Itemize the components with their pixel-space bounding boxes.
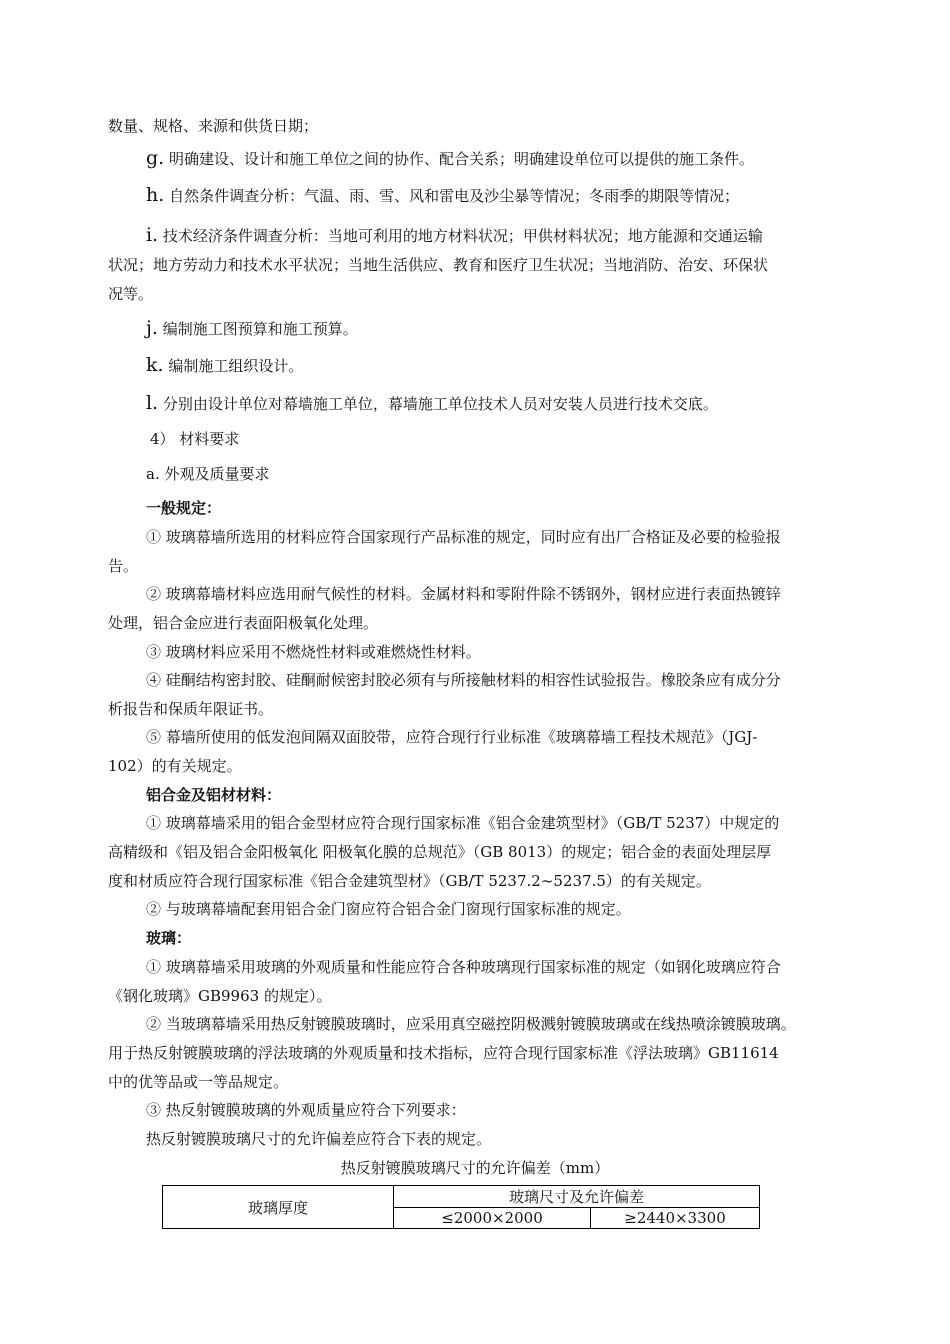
paragraph-line: 告。: [108, 557, 139, 575]
paragraph-line: ② 与玻璃幕墙配套用铝合金门窗应符合铝合金门窗现行国家标准的规定。: [146, 900, 631, 918]
paragraph-line: 析报告和保质年限证书。: [108, 700, 274, 718]
list-text: 自然条件调查分析：气温、雨、雪、风和雷电及沙尘暴等情况；冬雨季的期限等情况；: [169, 187, 740, 205]
paragraph-line: ③ 玻璃材料应采用不燃烧性材料或难燃烧性材料。: [146, 643, 481, 661]
list-item-l: [146, 393, 718, 414]
paragraph-line: 数量、规格、来源和供货日期；: [108, 117, 319, 135]
list-item-i: [146, 225, 763, 246]
list-marker: h.: [146, 184, 165, 206]
bold-heading-aluminum: 铝合金及铝材材料：: [146, 786, 282, 804]
paragraph-line: 度和材质应符合现行国家标准《铝合金建筑型材》（GB/T 5237.2~5237.5）的有关规定。: [108, 872, 711, 890]
paragraph-line: 中的优等品或一等品规定。: [108, 1073, 289, 1091]
list-text: 编制施工组织设计。: [168, 357, 304, 375]
list-text: 编制施工图预算和施工预算。: [162, 320, 358, 338]
paragraph-line: 热反射镀膜玻璃尺寸的允许偏差应符合下表的规定。: [146, 1130, 492, 1148]
table-header-thickness: 玻璃厚度: [163, 1186, 394, 1229]
table-caption: 热反射镀膜玻璃尺寸的允许偏差（mm）: [340, 1159, 610, 1177]
table-header-small: ≤2000×2000: [394, 1208, 591, 1229]
list-text: 技术经济条件调查分析：当地可利用的地方材料状况；甲供材料状况；地方能源和交通运输: [162, 227, 763, 245]
paragraph-line: 高精级和《铝及铝合金阳极氧化 阳极氧化膜的总规范》（GB 8013）的规定；铝合金的表面处理层厚: [108, 843, 772, 861]
list-marker: g.: [146, 147, 165, 169]
paragraph-line: ③ 热反射镀膜玻璃的外观质量应符合下列要求：: [146, 1101, 466, 1119]
paragraph-line: 102）的有关规定。: [108, 757, 242, 775]
paragraph-line: ② 当玻璃幕墙采用热反射镀膜玻璃时，应采用真空磁控阴极溅射镀膜玻璃或在线热喷涂镀膜玻璃。: [146, 1015, 796, 1033]
list-marker: i.: [146, 224, 159, 246]
section-heading: 4） 材料要求: [150, 430, 240, 448]
paragraph-line: 处理，铝合金应进行表面阳极氧化处理。: [108, 614, 379, 632]
paragraph-line: ② 玻璃幕墙材料应选用耐气候性的材料。金属材料和零附件除不锈钢外，钢材应进行表面热镀锌: [146, 585, 781, 603]
paragraph-line: 用于热反射镀膜玻璃的浮法玻璃的外观质量和技术指标，应符合现行国家标准《浮法玻璃》GB11614: [108, 1044, 779, 1062]
list-marker: j.: [146, 317, 158, 339]
table-header-large: ≥2440×3300: [591, 1208, 760, 1229]
paragraph-line: 况等。: [108, 285, 154, 303]
subsection-heading: a. 外观及质量要求: [146, 465, 270, 483]
bold-heading-general: 一般规定：: [146, 499, 222, 517]
list-marker: l.: [146, 392, 159, 414]
list-item-j: [146, 318, 358, 339]
paragraph-line: ① 玻璃幕墙采用玻璃的外观质量和性能应符合各种玻璃现行国家标准的规定（如钢化玻璃应符合: [146, 958, 781, 976]
list-item-g: [146, 148, 754, 169]
table-header-size-group: 玻璃尺寸及允许偏差: [394, 1186, 760, 1208]
list-text: 明确建设、设计和施工单位之间的协作、配合关系；明确建设单位可以提供的施工条件。: [168, 150, 754, 168]
list-item-h: [146, 185, 739, 206]
paragraph-line: ① 玻璃幕墙所选用的材料应符合国家现行产品标准的规定，同时应有出厂合格证及必要的检验报: [146, 528, 781, 546]
list-text: 分别由设计单位对幕墙施工单位，幕墙施工单位技术人员对安装人员进行技术交底。: [162, 395, 718, 413]
list-marker: k.: [146, 354, 164, 376]
bold-heading-glass: 玻璃：: [146, 929, 192, 947]
paragraph-line: 《钢化玻璃》GB9963 的规定）。: [108, 987, 332, 1005]
paragraph-line: 状况；地方劳动力和技术水平状况；当地生活供应、教育和医疗卫生状况；当地消防、治安、环保状: [108, 256, 769, 274]
paragraph-line: ④ 硅酮结构密封胶、硅酮耐候密封胶必须有与所接触材料的相容性试验报告。橡胶条应有成分分: [146, 671, 781, 689]
tolerance-table: [162, 1185, 760, 1229]
paragraph-line: ⑤ 幕墙所使用的低发泡间隔双面胶带，应符合现行行业标准《玻璃幕墙工程技术规范》（JGJ-: [146, 728, 758, 746]
list-item-k: [146, 355, 303, 376]
paragraph-line: ① 玻璃幕墙采用的铝合金型材应符合现行国家标准《铝合金建筑型材》（GB/T 5237）中规定的: [146, 814, 780, 832]
